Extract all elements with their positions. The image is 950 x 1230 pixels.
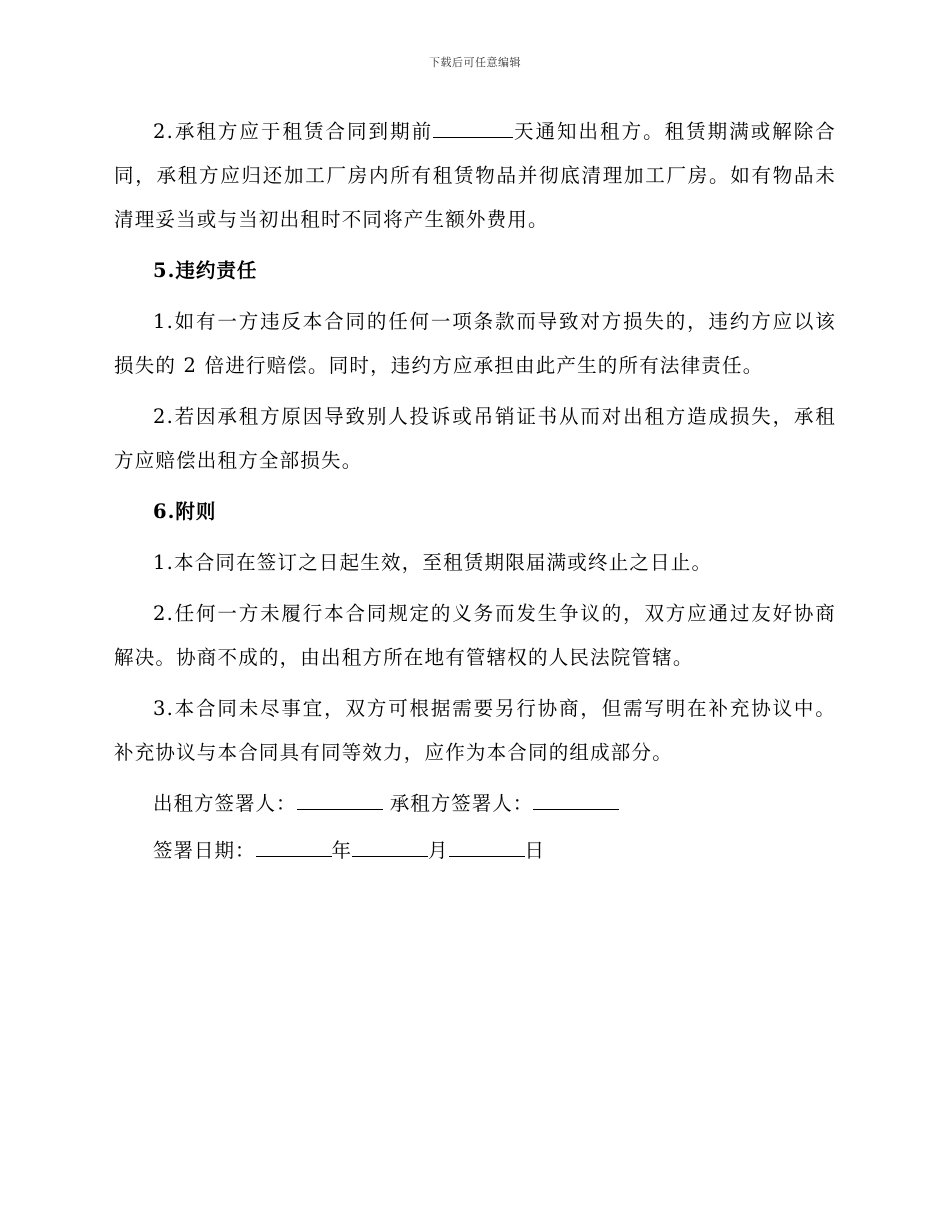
lessor-signatory-blank <box>297 791 383 810</box>
paragraph-breach-1: 1.如有一方违反本合同的任何一项条款而导致对方损失的，违约方应以该损失的 2 倍进行赔偿。同时，违约方应承担由此产生的所有法律责任。 <box>114 310 836 377</box>
day-label: 日 <box>524 839 546 862</box>
month-label: 月 <box>428 839 449 862</box>
lessee-signatory-blank <box>533 791 619 810</box>
paragraph-breach-2: 2.若因承租方原因导致别人投诉或吊销证书从而对出租方造成损失，承租方应赔偿出租方全部损失。 <box>114 405 836 472</box>
year-blank <box>256 838 332 857</box>
document-body <box>114 110 836 876</box>
year-label: 年 <box>331 839 353 862</box>
lessee-signatory-label: 承租方签署人： <box>389 792 534 815</box>
paragraph-notice-before: 2.承租方应于租赁合同到期前 <box>153 120 434 143</box>
notice-days-blank <box>433 119 513 138</box>
page-header: 下载后可任意编辑 <box>429 56 521 69</box>
lessor-signatory-label: 出租方签署人： <box>153 792 297 815</box>
paragraph-supplementary-3: 3.本合同未尽事宜，双方可根据需要另行协商，但需写明在补充协议中。补充协议与本合同具有同等效力，应作为本合同的组成部分。 <box>114 697 836 764</box>
paragraph-supplementary-1: 1.本合同在签订之日起生效，至租赁期限届满或终止之日止。 <box>153 551 713 574</box>
month-blank <box>352 838 428 857</box>
signing-date-label: 签署日期： <box>153 839 256 862</box>
paragraph-supplementary-2: 2.任何一方未履行本合同规定的义务而发生争议的，双方应通过友好协商解决。协商不成的，由出租方所在地有管辖权的人民法院管辖。 <box>114 602 836 669</box>
section-heading-breach: 5.违约责任 <box>153 259 258 282</box>
section-heading-supplementary: 6.附则 <box>153 500 217 523</box>
paragraph-notice <box>114 110 836 242</box>
paragraph-notice-after: 天通知出租方。租赁期满或解除合同，承租方应归还加工厂房内所有租赁物品并彻底清理加工厂房。如有物品未清理妥当或与当初出租时不同将产生额外费用。 <box>114 120 836 231</box>
day-blank <box>449 838 525 857</box>
signing-date-line <box>114 829 836 873</box>
signatories-line <box>114 782 836 826</box>
